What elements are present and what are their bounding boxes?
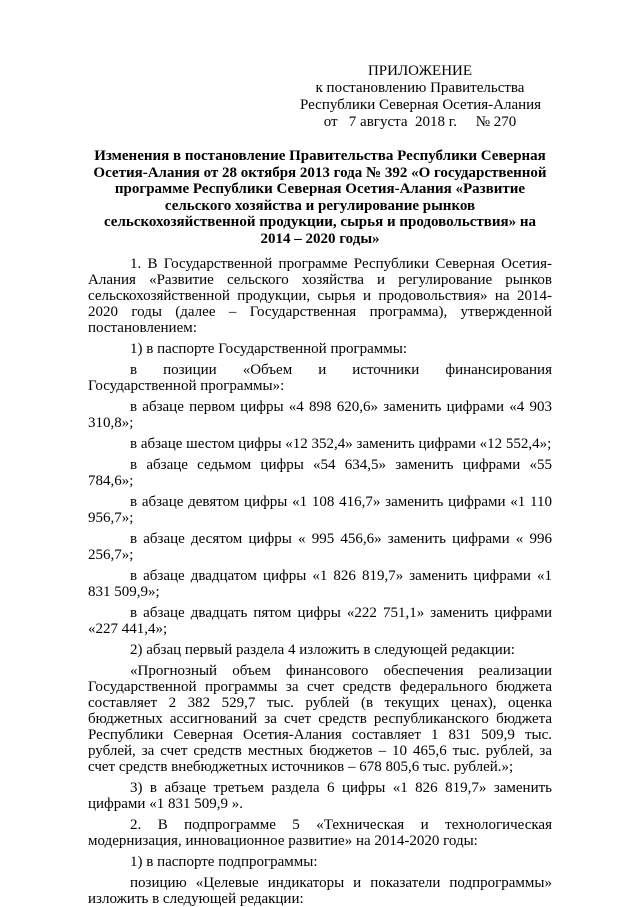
document-heading: Изменения в постановление Правительства Республики Северная Осетия-Алания от 28 октября 2013 года № 392 «О государственной программе Республики Северная Осетия-Алания «Развитие сельского хозяйства и регулирование рынков сельскохозяйственной продукции, сырья и продовольствия» на 2014 – 2020 годы» — [93, 148, 547, 247]
appendix-line-3: от 7 августа 2018 г. № 270 — [323, 114, 517, 130]
paragraph: «Прогнозный объем финансового обеспечения реализации Государственной программы за счет средств федерального бюджета составляет 2 382 529,7 тыс. рублей (в текущих ценах), оценка бюджетных ассигнований за счет средств республиканского бюджета Республики Северная Осетия-Алания составляет 1 831 509,9 тыс. рублей, за счет средств местных бюджетов – 10 465,6 тыс. рублей, за счет средств внебюджетных источников – 678 805,6 тыс. рублей.»; — [88, 663, 552, 775]
paragraph: в абзаце седьмом цифры «54 634,5» заменить цифрами «55 784,6»; — [88, 457, 552, 489]
paragraph: в абзаце двадцатом цифры «1 826 819,7» заменить цифрами «1 831 509,9»; — [88, 568, 552, 600]
paragraph: в абзаце первом цифры «4 898 620,6» заменить цифрами «4 903 310,8»; — [88, 399, 552, 431]
paragraph: 2. В подпрограмме 5 «Техническая и технологическая модернизация, инновационное развитие» на 2014-2020 годы: — [88, 817, 552, 849]
paragraph: в абзаце девятом цифры «1 108 416,7» заменить цифрами «1 110 956,7»; — [88, 494, 552, 526]
appendix-line-2: Республики Северная Осетия-Алания — [300, 97, 542, 113]
paragraph: в позиции «Объем и источники финансирования Государственной программы»: — [88, 362, 552, 394]
paragraph: в абзаце десятом цифры « 995 456,6» заменить цифрами « 996 256,7»; — [88, 531, 552, 563]
paragraph: позицию «Целевые индикаторы и показатели подпрограммы» изложить в следующей редакции: — [88, 875, 552, 907]
appendix-block — [300, 63, 540, 131]
paragraph: 3) в абзаце третьем раздела 6 цифры «1 826 819,7» заменить цифрами «1 831 509,9 ». — [88, 780, 552, 812]
paragraph: 1) в паспорте подпрограммы: — [130, 854, 318, 870]
paragraph: 1. В Государственной программе Республики Северная Осетия-Алания «Развитие сельского хозяйства и регулирование рынков сельскохозяйственной продукции, сырья и продовольствия» на 2014-2020 годы (далее – Государственная программа), утвержденной постановлением: — [88, 256, 552, 336]
appendix-line-1: к постановлению Правительства — [315, 80, 525, 96]
paragraph: в абзаце двадцать пятом цифры «222 751,1» заменить цифрами «227 441,4»; — [88, 605, 552, 637]
paragraph: в абзаце шестом цифры «12 352,4» заменить цифрами «12 552,4»; — [130, 436, 552, 452]
document-body — [88, 256, 552, 907]
paragraph: 2) абзац первый раздела 4 изложить в следующей редакции: — [130, 642, 515, 658]
appendix-title: ПРИЛОЖЕНИЕ — [367, 63, 473, 79]
paragraph: 1) в паспорте Государственной программы: — [130, 341, 408, 357]
